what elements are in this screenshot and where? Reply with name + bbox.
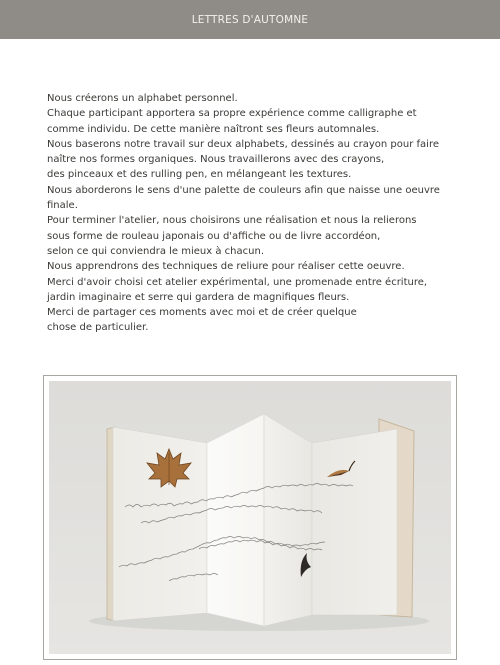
- page-title: LETTRES D'AUTOMNE: [191, 13, 309, 26]
- text-line: des pinceaux et des rulling pen, en mélangeant les textures.: [47, 169, 352, 181]
- header-bar: [0, 0, 500, 39]
- text-line: jardin imaginaire et serre qui gardera de magnifiques fleurs.: [47, 291, 350, 303]
- text-line: comme individu. De cette manière naîtront ses fleurs automnales.: [47, 123, 380, 135]
- text-line: Nous créerons un alphabet personnel.: [47, 93, 238, 104]
- text-line: selon ce qui conviendra le mieux à chacun.: [47, 245, 264, 257]
- text-line: Nous apprendrons des techniques de reliure pour réaliser cette oeuvre.: [47, 261, 405, 273]
- body-text: [47, 91, 467, 336]
- text-line: Nous baserons notre travail sur deux alphabets, dessinés au crayon pour faire: [47, 138, 439, 150]
- text-line: Nous aborderons le sens d'une palette de couleurs afin que naisse une oeuvre: [47, 184, 440, 196]
- text-line: chose de particulier.: [47, 322, 149, 334]
- text-line: Merci d'avoir choisi cet atelier expérimental, une promenade entre écriture,: [47, 276, 428, 288]
- text-line: Pour terminer l'atelier, nous choisirons une réalisation et nous la relierons: [47, 215, 417, 227]
- text-line: naître nos formes organiques. Nous travaillerons avec des crayons,: [47, 154, 385, 166]
- text-line: Merci de partager ces moments avec moi et de créer quelque: [47, 307, 357, 319]
- photo-frame: [43, 375, 457, 660]
- text-line: finale.: [47, 200, 78, 212]
- text-line: Chaque participant apportera sa propre expérience comme calligraphe et: [47, 108, 417, 120]
- text-line: sous forme de rouleau japonais ou d'affiche ou de livre accordéon,: [47, 230, 381, 242]
- accordion-book-photo: [49, 381, 451, 654]
